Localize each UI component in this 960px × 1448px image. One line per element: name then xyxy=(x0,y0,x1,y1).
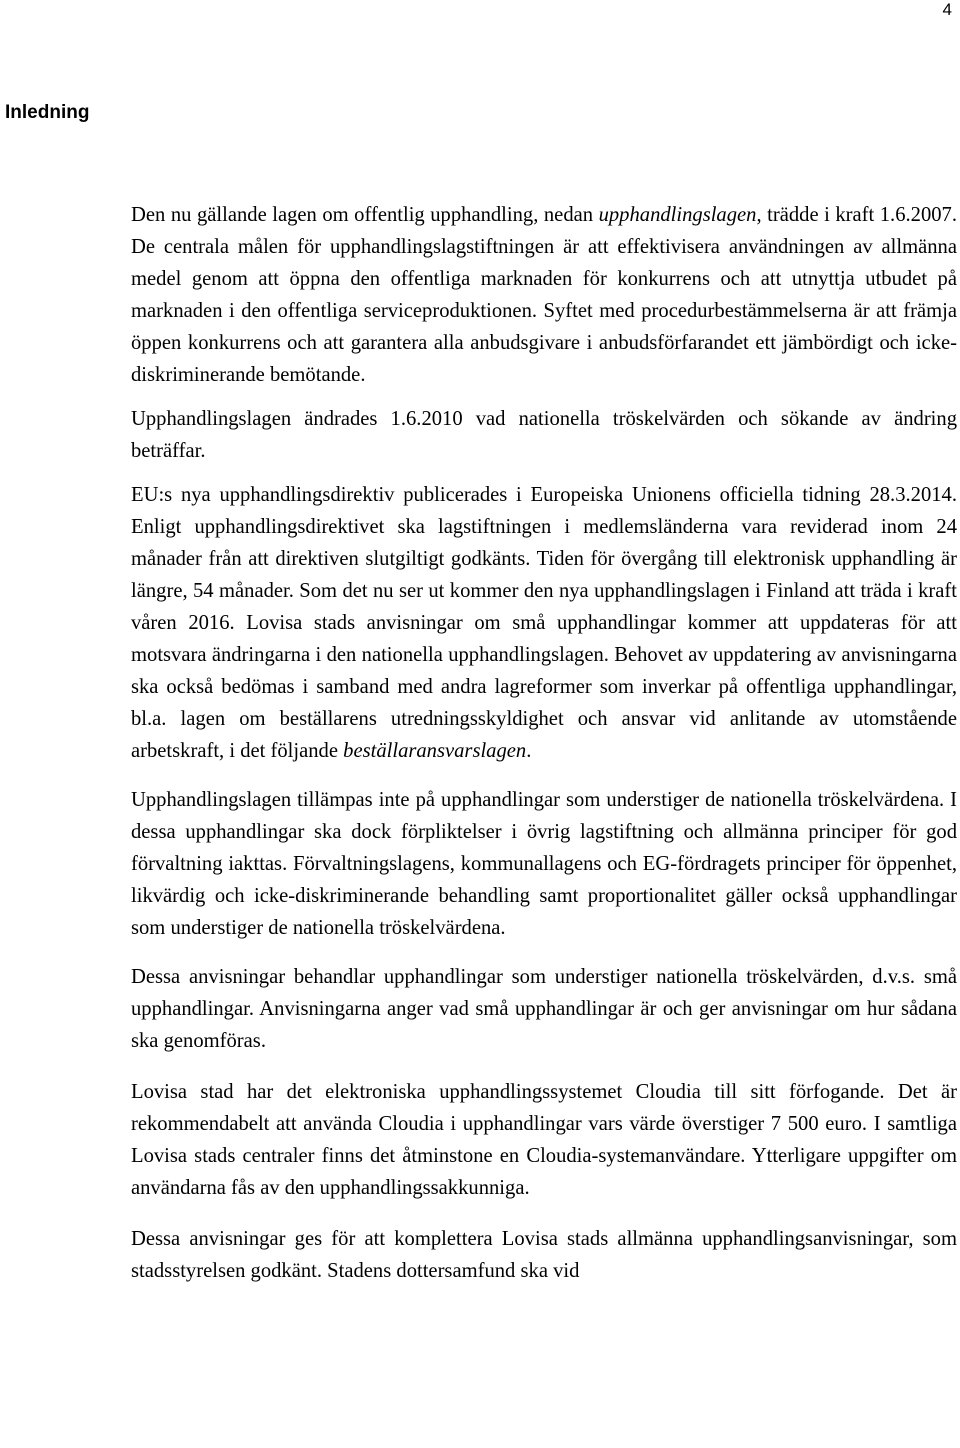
paragraph-eu-directive-text-1: EU:s nya upphandlingsdirektiv publicerades i Europeiska Unionens officiella tidning 28.3.2014. Enligt upphandlingsdirektivet ska lagstiftningen i medlemsländerna vara reviderad inom 24 månader från att direktiven slutgiltigt godkänts. Tiden för övergång till elektronisk upphandling är längre, 54 månader. Som det nu ser ut kommer den nya upphandlingslagen i Finland att träda i kraft våren 2016. Lovisa stads anvisningar om små upphandlingar kommer att uppdateras för att motsvara ändringarna i den nationella upphandlingslagen. Behovet av uppdatering av anvisningarna ska också bedömas i samband med andra lagreformer som inverkar på offentliga upphandlingar, bl.a. lagen om beställarens utredningsskyldighet och ansvar vid anlitande av utomstående arbetskraft, i det följande xyxy=(131,484,957,762)
paragraph-eu-directive-emphasis: beställaransvarslagen xyxy=(343,740,527,762)
paragraph-intro-text-1: Den nu gällande lagen om offentlig upphandling, nedan xyxy=(131,204,599,226)
page-number: 4 xyxy=(942,0,952,19)
paragraph-eu-directive-text-2: . xyxy=(526,740,532,762)
paragraph-intro xyxy=(131,199,957,391)
paragraph-thresholds: Upphandlingslagen tillämpas inte på upphandlingar som understiger de nationella tröskelvärdena. I dessa upphandlingar ska dock förpliktelser i övrig lagstiftning och allmänna principer för god förvaltning iakttas. Förvaltningslagens, kommunallagens och EG-fördragets principer för öppenhet, likvärdig och icke-diskriminerande behandling samt proportionalitet gäller också upphandlingar som understiger de nationella tröskelvärdena. xyxy=(131,789,957,939)
paragraph-scope: Dessa anvisningar behandlar upphandlingar som understiger nationella tröskelvärden, d.v.s. små upphandlingar. Anvisningarna anger vad små upphandlingar är och ger anvisningar om hur sådana ska genomföras. xyxy=(131,966,957,1052)
body-text xyxy=(131,199,957,1306)
paragraph-intro-emphasis: upphandlingslagen xyxy=(598,204,757,226)
paragraph-supplement: Dessa anvisningar ges för att komplettera Lovisa stads allmänna upphandlingsanvisningar, som stadsstyrelsen godkänt. Stadens dottersamfund ska vid xyxy=(131,1228,957,1282)
paragraph-cloudia: Lovisa stad har det elektroniska upphandlingssystemet Cloudia till sitt förfogande. Det är rekommendabelt att använda Cloudia i upphandlingar vars värde överstiger 7 500 euro. I samtliga Lovisa stads centraler finns det åtminstone en Cloudia-systemanvändare. Ytterligare uppgifter om användarna fås av den upphandlingssakkunniga. xyxy=(131,1081,957,1199)
section-heading: Inledning xyxy=(5,102,90,123)
paragraph-amendment: Upphandlingslagen ändrades 1.6.2010 vad nationella tröskelvärden och sökande av ändring beträffar. xyxy=(131,408,957,462)
paragraph-intro-text-2: , trädde i kraft 1.6.2007. De centrala målen för upphandlingslagstiftningen är att effektivisera användningen av allmänna medel genom att öppna den offentliga marknaden för konkurrens och att utnyttja utbudet på marknaden i den offentliga serviceproduktionen. Syftet med procedurbestämmelserna är att främja öppen konkurrens och att garantera alla anbudsgivare i anbudsförfarandet ett jämbördigt och icke-diskriminerande bemötande. xyxy=(131,204,957,386)
paragraph-eu-directive xyxy=(131,479,957,767)
